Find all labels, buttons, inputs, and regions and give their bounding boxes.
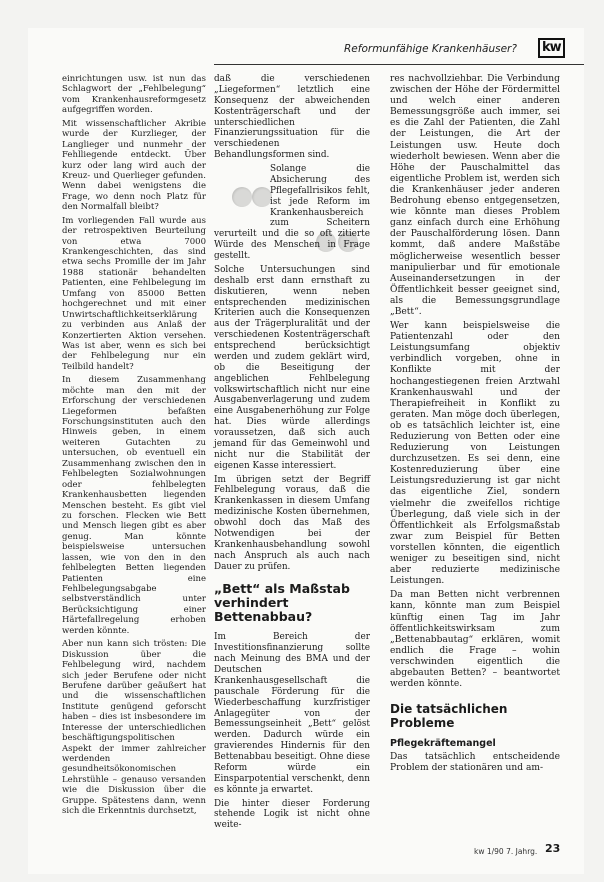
paragraph: Wer kann beispielsweise die Patientenzahl oder den Leistungsumfang objektiv verbindlich vorgeben, ohne in Konflikte mit der hochangestiegenen freien Arztwahl Krankenhauswahl und der Therapiefreiheit in Konflikt zu geraten. Man möge doch überlegen, ob es tatsächlich leichter ist, eine Reduzierung von Betten oder eine Reduzierung von Leistungen durchzusetzen. Es sei denn, eine Kostenreduzierung über eine Leistungsreduzierung ist gar nicht das eigentliche Ziel, sondern vielmehr die zweifellos richtige Überlegung, daß viele sich in der Öffentlichkeit als Erfolgsmaßstab zwar zum Beispiel für Betten vorstellen könnten, die eigentlich weniger zu beseitigen sind, nicht aber reduzierte medizinische Leistungen.	[390, 321, 560, 587]
section-heading: „Bett“ als Maßstab verhindert Bettenabbau?	[214, 581, 350, 625]
paragraph	[214, 164, 370, 262]
logo-mark: kw	[538, 38, 565, 58]
page-number: 23	[545, 842, 561, 855]
paragraph: Da man Betten nicht verbrennen kann, könnte man zum Beispiel künftig einen Tag im Jahr öffentlichkeitswirksam zum „Bettenabbautag“ erklären, womit endlich die Frage – wohin verschwinden eigentlich die abgebauten Betten? – beantwortet werden könnte.	[390, 590, 560, 690]
folio: kw 1/90 7. Jahrg.	[474, 847, 538, 856]
paragraph: Das tatsächlich entscheidende Problem der stationären und am-	[390, 752, 560, 774]
publication-logo	[538, 38, 580, 60]
paragraph: einrichtungen usw. ist nun das Schlagwort der „Fehlbelegung“ vom Krankenhausreformgesetz aufgegriffen worden.	[62, 74, 206, 116]
hole-gap	[214, 164, 266, 220]
text-column-1	[62, 74, 206, 820]
paragraph: Die hinter dieser Forderung stehende Logik ist nicht ohne weite-	[214, 798, 370, 831]
paragraph: In diesem Zusammenhang möchte man den mit der Erforschung der verschiedenen Liegeformen befaßten Forschungsinstituten auch den Hinweis geben, in einem weiteren Gutachten zu untersuchen, ob eventuell ein Zusammenhang zwischen den in Fehlbelegten Sozialwohnungen oder fehlbelegten Krankenhausbetten liegenden Menschen besteht. Es gibt viel zu forschen. Flecken wie Bett und Mensch liegen gibt es aber genug. Man könnte beispielsweise untersuchen lassen, wie von den in den fehlbelegten Betten liegenden Patienten eine Fehlbelegungsabgabe selbstverständlich unter Berücksichtigung einer Härtefallregelung erhoben werden könnte.	[62, 375, 206, 636]
paragraph: Mit wissenschaftlicher Akribie wurde der Kurzlieger, der Langlieger und nunmehr der Fehlliegende entdeckt. Über kurz oder lang wird auch der Kreuz- und Querlieger gefunden. Wenn dabei wenigstens die Frage, wo denn noch Platz für den Normalfall bleibt?	[62, 118, 206, 213]
paragraph: res nachvollziehbar. Die Verbindung zwischen der Höhe der Fördermittel und welch einer anderen Bemessungsgröße auch immer, sei es die Zahl der Patienten, die Zahl der Leistungen, die Art der Leistungen usw. Heute doch wiederholt bewiesen. Wenn aber die Höhe der Pauschalmittel das eigentliche Problem ist, werden sich die Krankenhäuser jeder anderen Bedrohung ebenso entgegensetzen, wie könnte man dieses Problem ganz einfach durch eine Erhöhung der Pauschalförderung lösen. Dann kommt, daß andere Maßstäbe möglicherweise wesentlich besser manipulierbar und für emotionale Auseinandersetzungen in der Öffentlichkeit besser geeignet sind, als die Bemessungsgrundlage „Bett“.	[390, 74, 560, 317]
section-heading: Die tatsächlichen Probleme	[390, 702, 508, 731]
text-column-2	[214, 74, 370, 834]
subsection-heading: Pflegekräftemangel	[390, 738, 496, 750]
paragraph: daß die verschiedenen „Liegeformen“ letztlich eine Konsequenz der abweichenden Kostenträgerschaft und der unterschiedlichen Finanzierungssituation für die verschiedenen Behandlungsformen sind.	[214, 74, 370, 161]
text-column-3	[390, 74, 560, 777]
paragraph: Im Bereich der Investitionsfinanzierung sollte nach Meinung des BMA und der Deutschen Krankenhausgesellschaft die pauschale Förderung für die Wiederbeschaffung kurzfristiger Anlagegüter von der Bemessungseinheit „Bett“ gelöst werden. Dadurch würde ein gravierendes Hindernis für den Bettenabbau beseitigt. Ohne diese Reform würde ein Einsparpotential verschenkt, denn es könnte ja erwartet.	[214, 632, 370, 795]
paragraph: Im vorliegenden Fall wurde aus der retrospektiven Beurteilung von etwa 7000 Krankengeschichten, das sind etwa sechs Promille der im Jahr 1988 stationär behandelten Patienten, eine Fehlbelegung im Umfang von 85000 Betten hochgerechnet und mit einer Unwirtschaftlichkeitserklärung zu verbinden aus Anlaß der Konzertierten Aktion versehen. Was ist aber, wenn es sich bei der Fehlbelegung nur ein Teilbild handelt?	[62, 215, 206, 372]
paragraph-text: Solange die Absicherung des Pflegefallrisikos fehlt, ist jede Reform im Krankenhausbereich zum Scheitern verurteilt und die so oft zitierte Würde des Menschen in Frage gestellt.	[214, 164, 370, 261]
paragraph: Im übrigen setzt der Begriff Fehlbelegung voraus, daß die Krankenkassen in diesem Umfang medizinische Kosten übernehmen, obwohl doch das Maß des Notwendigen bei der Krankenhausbehandlung sowohl nach Anspruch als auch nach Dauer zu prüfen.	[214, 474, 370, 572]
paragraph: Solche Untersuchungen sind deshalb erst dann ernsthaft zu diskutieren, wenn neben entsprechenden medizinischen Kriterien auch die Konsequenzen aus der Trägerpluralität und der verschiedenen Kostenträgerschaft entsprechend berücksichtigt werden und zudem geklärt wird, ob die Beseitigung der angeblichen Fehlbelegung volkswirtschaftlich nicht nur eine Ausgabenverlagerung und zudem eine Ausgabenerhöhung zur Folge hat. Dies würde allerdings voraussetzen, daß sich auch jemand für das Gemeinwohl und nicht nur die Stabilität der eigenen Kasse interessiert.	[214, 264, 370, 471]
running-head: Reformunfähige Krankenhäuser?	[344, 43, 517, 55]
paragraph: Aber nun kann sich trösten: Die Diskussion über die Fehlbelegung wird, nachdem sich jeder Berufene oder nicht Berufene darüber geäußert hat und die wissenschaftlichen Institute genügend geforscht haben – dies ist insbesondere im Interesse der unterschiedlichen beschäftigungspolitischen Aspekt der immer zahlreicher werdenden gesundheitsökonomischen Lehrstühle – genauso versanden wie die Diskussion über die Gruppe. Spätestens dann, wenn sich die Erkenntnis durchsetzt,	[62, 639, 206, 817]
